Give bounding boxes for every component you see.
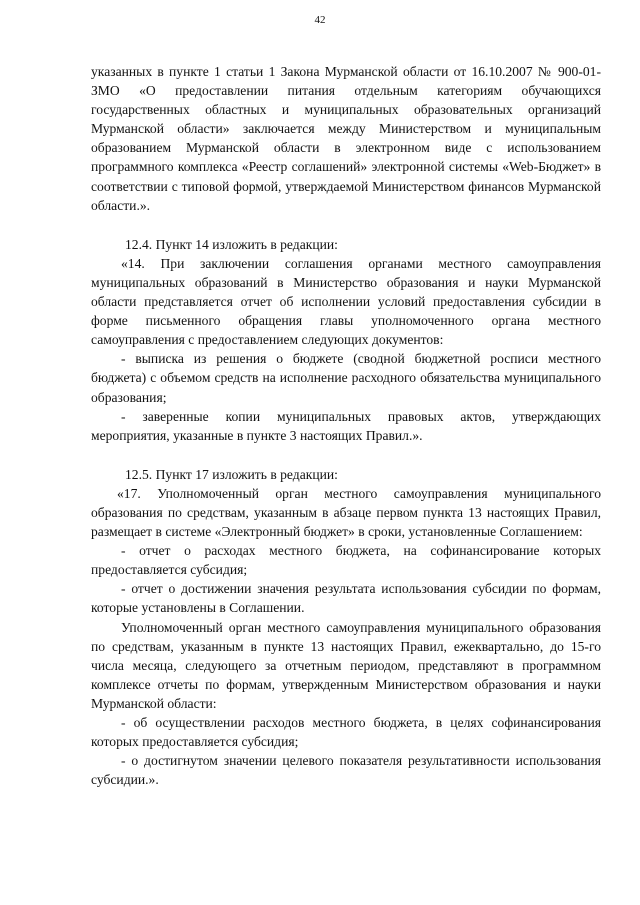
spacer xyxy=(91,445,601,465)
paragraph-item-14: «14. При заключении соглашения органами местного самоуправления муниципальных образований в Министерство образования и науки Мурманской области представляется отчет об исполнении условий предоставления субсидии в форме письменного обращения главы уполномоченного органа местного самоуправления с предоставлением следующих документов: xyxy=(91,255,601,348)
paragraph-continuation: указанных в пункте 1 статьи 1 Закона Мурманской области от 16.10.2007 № 900-01-ЗМО «О предоставлении питания отдельным категориям обучающихся государственных областных и муниципальных образовательных организаций Мурманской области» заключается между Министерством и муниципальным образованием Мурманской области в электронном виде с использованием программного комплекса «Реестр соглашений» электронной системы «Web-Бюджет» в соответствии с типовой формой, утверждаемой Министерством финансов Мурманской области.». xyxy=(91,64,601,213)
list-item-budget-extract: - выписка из решения о бюджете (сводной бюджетной росписи местного бюджета) с объемом средств на исполнение расходного обязательства муниципального образования; xyxy=(91,351,601,405)
page-number: 42 xyxy=(314,14,326,26)
heading-12-5: 12.5. Пункт 17 изложить в редакции: xyxy=(125,466,338,482)
list-item-target-indicator: - о достигнутом значении целевого показателя результативности использования субсидии.». xyxy=(91,753,601,788)
document-body xyxy=(91,62,601,789)
list-item-expense-report: - отчет о расходах местного бюджета, на софинансирование которых предоставляется субсидия; xyxy=(91,543,601,578)
paragraph-quarterly-reports: Уполномоченный орган местного самоуправления муниципального образования по средствам, указанным в пункте 13 настоящих Правил, ежеквартально, до 15-го числа месяца, следующего за отчетным периодом, представляют в программном комплексе отчеты по формам, утвержденным Министерством образования и науки Мурманской области: xyxy=(91,619,601,711)
heading-12-4: 12.4. Пункт 14 изложить в редакции: xyxy=(125,236,338,252)
list-item-expenditure: - об осуществлении расходов местного бюджета, в целях софинансирования которых предоставляется субсидия; xyxy=(91,715,601,750)
list-item-certified-copies: - заверенные копии муниципальных правовых актов, утверждающих мероприятия, указанные в пункте 3 настоящих Правил.». xyxy=(91,408,601,443)
spacer xyxy=(91,215,601,235)
paragraph-item-17: «17. Уполномоченный орган местного самоуправления муниципального образования по средствам, указанным в абзаце первом пункта 13 настоящих Правил, размещает в системе «Электронный бюджет» в сроки, установленные Соглашением: xyxy=(91,485,601,540)
list-item-result-report: - отчет о достижении значения результата использования субсидии по формам, которые установлены в Соглашении. xyxy=(91,581,601,616)
